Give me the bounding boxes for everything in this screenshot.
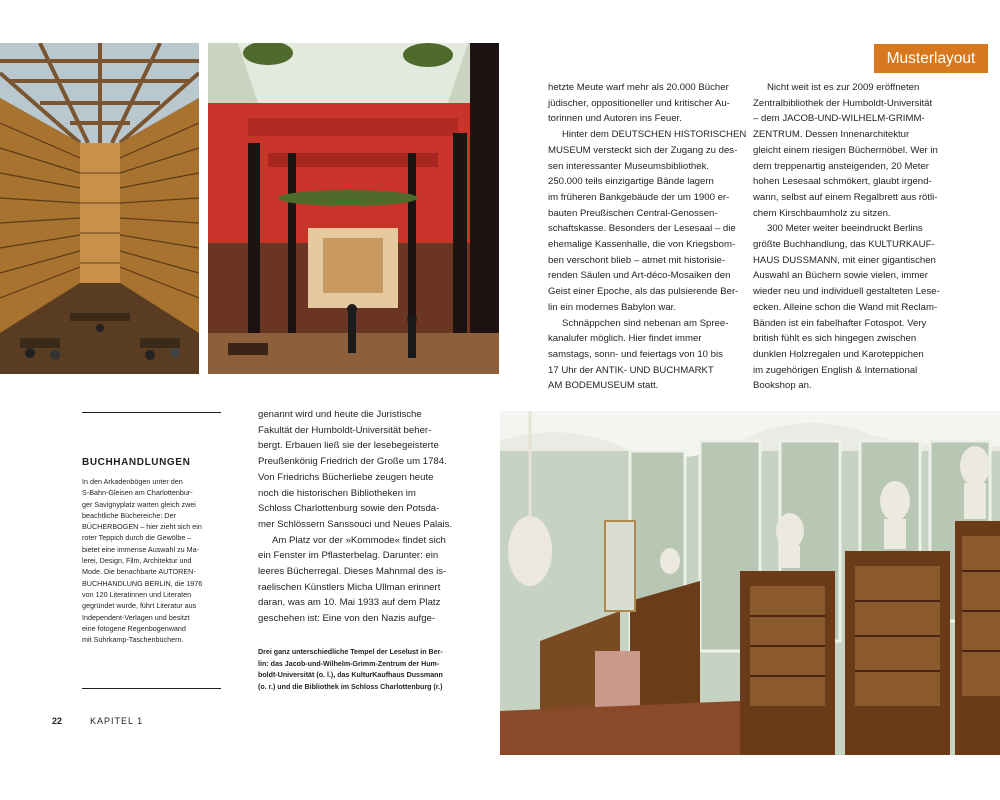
text-column-bottom-middle: [258, 407, 458, 627]
paragraph-line: wieder neu und individuell gestalteten Lese-: [753, 286, 940, 298]
paragraph-line: Schnäppchen sind nebenan am Spree-: [562, 317, 729, 329]
paragraph-line: dunklen Holzregalen und Karoteppichen: [753, 348, 924, 360]
paragraph-line: Geist einer Epoche, als das pulsierende Ber-: [548, 286, 739, 298]
chapter-label: KAPITEL 1: [90, 716, 144, 726]
paragraph-line: ehemalige Kassenhalle, die von Kriegsbom-: [548, 239, 736, 251]
paragraph-line: Zentralbibliothek der Humboldt-Universität: [753, 97, 933, 109]
paragraph-line: samstags, sonn- und feiertags von 10 bis: [548, 348, 723, 360]
paragraph-line: torinnen und Autoren ins Feuer.: [548, 113, 682, 125]
paragraph-line: Hinter dem DEUTSCHEN HISTORISCHEN: [562, 129, 747, 141]
sidebar-line: BUCHHANDLUNG BERLIN, die 1976: [82, 578, 203, 588]
paragraph-line: bauten Preußischen Central-Genossen-: [548, 207, 718, 219]
paragraph-line: HAUS DUSSMANN, mit einer gigantischen: [753, 254, 936, 266]
paragraph-line: Bänden ist ein fabelhafter Fotospot. Very: [753, 317, 927, 329]
paragraph-line: hetzte Meute warf mehr als 20.000 Bücher: [548, 82, 729, 93]
paragraph-line: im früheren Bankgebäude der um 1900 er-: [548, 191, 730, 203]
paragraph-line: british fühlt es sich hingegen zwischen: [753, 333, 917, 345]
paragraph-line: genannt wird und heute die Juristische: [258, 409, 422, 420]
paragraph-line: Nicht weit ist es zur 2009 eröffneten: [767, 82, 920, 93]
paragraph-line: wann, selbst auf einem Regalbrett aus rötli-: [753, 191, 938, 203]
paragraph-line: renden Säulen und Art-déco-Mosaiken den: [548, 270, 731, 282]
paragraph-line: bergt. Erbauen ließ sie der lesebegeisterte: [258, 440, 439, 452]
paragraph-line: mer Schlössern Sanssouci und Neues Palais.: [258, 518, 453, 530]
paragraph-line: dem treppenartig ansteigenden, 20 Meter: [753, 160, 929, 172]
paragraph-line: Auswahl an Büchern sowie vielen, immer: [753, 270, 928, 282]
paragraph-line: kanalufer möglich. Hier findet immer: [548, 333, 702, 345]
caption-line: (o. r.) und die Bibliothek im Schloss Charlottenburg (r.): [258, 682, 443, 691]
paragraph-line: sen interessanter Museumsbibliothek.: [548, 160, 710, 172]
sidebar-line: S-Bahn-Gleisen am Charlottenbur-: [82, 488, 193, 498]
sidebar-title: BUCHHANDLUNGEN: [82, 457, 191, 468]
sidebar-line: beachtliche Büchereiche: Der: [82, 510, 176, 520]
paragraph-line: noch die historischen Bibliotheken im: [258, 487, 416, 499]
photo-schloss-charlottenburg-library: [500, 411, 1000, 755]
paragraph-line: MUSEUM versteckt sich der Zugang zu des-: [548, 144, 738, 156]
paragraph-line: Preußenkönig Friedrich der Große um 1784.: [258, 456, 447, 468]
paragraph-line: 250.000 teils einzigartige Bände lagern: [548, 176, 714, 188]
paragraph-line: ZENTRUM. Dessen Innenarchitektur: [753, 129, 910, 141]
sidebar-line: lerei, Design, Film, Architektur und: [82, 556, 192, 566]
sidebar-line: ger Savignyplatz warten gleich zwei: [82, 499, 196, 509]
sidebar-line: roter Teppich durch die Gewölbe –: [82, 533, 192, 543]
paragraph-line: leeres Bücherregal. Dieses Mahnmal des is-: [258, 566, 447, 578]
paragraph-line: gleicht einem riesigen Büchermöbel. Wer in: [753, 144, 938, 156]
sidebar-line: Mode. Die benachbarte AUTOREN-: [82, 567, 196, 577]
caption-line: lin: das Jacob-und-Wilhelm-Grimm-Zentrum der Hum-: [258, 659, 440, 668]
paragraph-line: jüdischer, oppositioneller und kritischer Au-: [548, 97, 730, 109]
paragraph-line: Von Friedrichs Bücherliebe zeugen heute: [258, 471, 434, 483]
paragraph-line: im zugehörigen English & International: [753, 364, 918, 376]
paragraph-line: 300 Meter weiter beeindruckt Berlins: [767, 223, 923, 235]
paragraph-line: hohen Lesesaal schmökert, glaubt irgend-: [753, 176, 932, 188]
text-column-top-right: [753, 80, 958, 394]
caption-line: boldt-Universität (o. l.), das KulturKaufhaus Dussmann: [258, 671, 443, 680]
paragraph-line: Fakultät der Humboldt-Universität beher-: [258, 424, 432, 436]
paragraph-line: 17 Uhr der ANTIK- UND BUCHMARKT: [548, 364, 714, 376]
caption-line: Drei ganz unterschiedliche Tempel der Leselust in Ber-: [258, 648, 443, 656]
sidebar-top-rule: [82, 412, 221, 413]
paragraph-line: ein Fenster im Pflasterbelag. Darunter: ein: [258, 550, 439, 562]
paragraph-line: geschehen ist: Eine von den Nazis aufge-: [258, 613, 436, 625]
photo-caption: [258, 647, 454, 693]
paragraph-line: AM BODEMUSEUM statt.: [548, 380, 659, 392]
paragraph-line: ben verschont blieb – atmet mit historisie-: [548, 254, 726, 266]
text-column-top-middle: [548, 80, 748, 394]
paragraph-line: ecken. Alleine schon die Wand mit Reclam-: [753, 301, 938, 313]
paragraph-line: Schloss Charlottenburg sowie den Potsda-: [258, 503, 440, 515]
paragraph-line: Bookshop an.: [753, 380, 812, 392]
paragraph-line: daran, was am 10. Mai 1933 auf dem Platz: [258, 597, 441, 609]
sidebar-line: eine fotogene Regenbogenwand: [82, 623, 186, 633]
paragraph-line: chem Kirschbaumholz zu sitzen.: [753, 207, 891, 219]
photo-kulturkaufhaus-dussmann: [208, 43, 499, 374]
sidebar-line: Independent-Verlagen und besitzt: [82, 612, 190, 622]
sidebar-line: mit Suhrkamp-Taschenbüchern.: [82, 635, 184, 645]
paragraph-line: lin ein modernes Babylon war.: [548, 301, 676, 313]
musterlayout-badge: Musterlayout: [874, 44, 988, 73]
paragraph-line: Am Platz vor der »Kommode« findet sich: [272, 534, 446, 546]
paragraph-line: – dem JACOB-UND-WILHELM-GRIMM-: [753, 113, 925, 125]
sidebar-line: von 120 Literatinnen und Literaten: [82, 589, 192, 599]
sidebar-line: In den Arkadenbögen unter den: [82, 477, 183, 486]
sidebar-text: [82, 476, 232, 645]
paragraph-line: raelischen Künstlers Micha Ullman erinnert: [258, 581, 441, 593]
sidebar-bottom-rule: [82, 688, 221, 689]
sidebar-line: BÜCHERBOGEN – hier zieht sich ein: [82, 522, 202, 532]
photo-grimm-zentrum: [0, 43, 199, 374]
sidebar-line: gegründet wurde, führt Literatur aus: [82, 601, 197, 611]
sidebar-line: bietet eine immense Auswahl zu Ma-: [82, 544, 200, 554]
paragraph-line: schaftskasse. Besonders der Lesesaal – die: [548, 223, 736, 235]
paragraph-line: größte Buchhandlung, das KULTURKAUF-: [753, 239, 935, 251]
page-number: 22: [52, 716, 63, 726]
